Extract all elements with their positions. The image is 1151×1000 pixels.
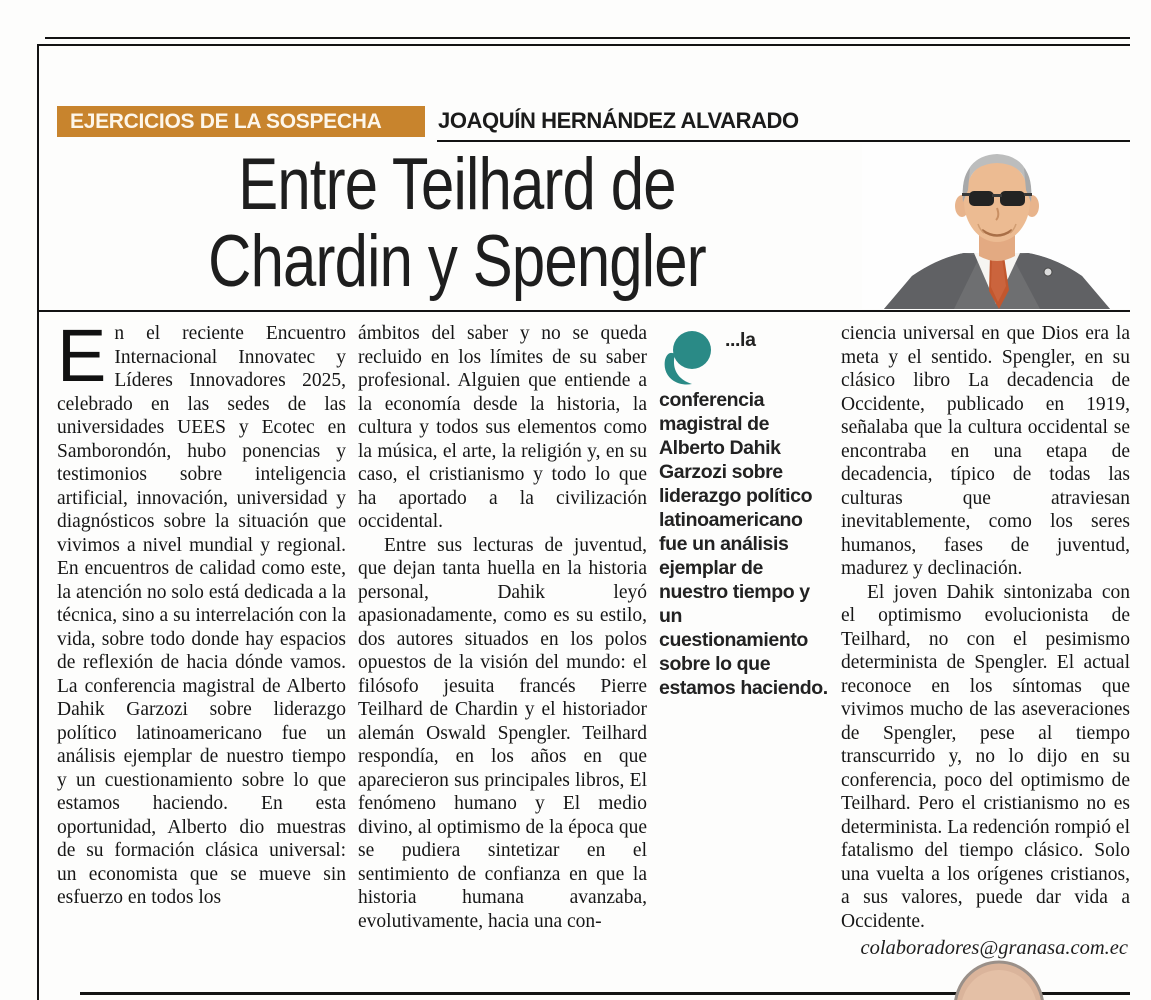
paragraph: El joven Dahik sintonizaba con el optimismo evolucionista de Teilhard, no con el pesimismo determinista de Spengler. El actual reconoce en los síntomas que vivimos mucho de las aseveraciones de Spengler, pese al tiempo transcurrido y, no lo dijo en su conferencia, poco del optimismo de Teilhard. Pero el cristianismo no es determinista. La redención rompió el fatalismo del tiempo clásico. Solo una vuelta a los orígenes cristianos, a sus valores, puede dar vida a Occidente. — [841, 581, 1130, 932]
pull-quote-text: ...la conferencia magistral de Alberto Dahik Garzozi sobre liderazgo político latinoamericano fue un análisis ejemplar de nuestro tiempo y un cuestionamiento sobre lo que estamos haciendo. — [659, 329, 828, 699]
author-photo-illustration — [862, 144, 1130, 309]
top-border-rule-inner — [37, 44, 1130, 46]
author-photo — [862, 144, 1130, 309]
section-kicker: EJERCICIOS DE LA SOSPECHA — [57, 106, 425, 137]
left-border-rule — [37, 44, 39, 1000]
byline-rule — [437, 140, 1130, 142]
article-column-1 — [57, 322, 346, 962]
article-column-4 — [841, 322, 1130, 962]
headline — [129, 146, 785, 306]
top-border-rule-outer — [45, 37, 1130, 39]
author-byline: JOAQUÍN HERNÁNDEZ ALVARADO — [438, 108, 799, 133]
headline-bottom-rule — [37, 310, 1130, 312]
paragraph: Entre sus lecturas de juventud, que dejan tanta huella en la historia personal, Dahik leyó apasionadamente, como es su estilo, dos autores situados en los polos opuestos de la visión del mundo: el filósofo jesuita francés Pierre Teilhard de Chardin y el historiador alemán Oswald Spengler. Teilhard respondía, en los años en que aparecieron sus principales libros, El fenómeno humano y El medio divino, al optimismo de la época que se pudiera sintetizar en el sentimiento de confianza en que la historia humana avanzaba, evolutivamente, hacia una con- — [358, 534, 647, 932]
article-body — [57, 322, 1130, 962]
next-article-photo-peek — [953, 960, 1045, 1000]
paragraph: ámbitos del saber y no se queda recluido en los límites de su saber profesional. Alguien que entiende a la economía desde la historia, la cultura y todos sus elementos como la música, el arte, la religión y, en su caso, el cristianismo y todo lo que ha aportado a la civilización occidental. — [358, 323, 647, 532]
headline-line-2: Chardin y Spengler — [208, 221, 706, 302]
quote-icon — [659, 330, 719, 386]
pull-quote — [659, 322, 829, 962]
bald-head-icon — [953, 960, 1045, 1000]
article-column-2 — [358, 322, 647, 962]
contributor-email: colaboradores@granasa.com.ec — [860, 937, 1128, 959]
paragraph-text: n el reciente Encuentro Internacional Innovatec y Líderes Innovadores 2025, celebrado en las sedes de las universidades UEES y Ecotec en Samborondón, hubo ponencias y testimonios sobre inteligencia artificial, innovación, universidad y diagnósticos sobre la situación que vivimos a nivel mundial y regional. En encuentros de calidad como este, la atención no solo está dedicada a la técnica, sino a su interrelación con la vida, sobre todo donde hay espacios de reflexión de hacia dónde vamos. La conferencia magistral de Alberto Dahik Garzozi sobre liderazgo político latinoamericano fue un análisis ejemplar de nuestro tiempo y un cuestionamiento sobre lo que estamos haciendo. En esta oportunidad, Alberto dio muestras de su formación clásica universal: un economista que se mueve sin esfuerzo en todos los — [57, 323, 346, 908]
headline-line-1: Entre Teilhard de — [238, 144, 676, 225]
paragraph: ciencia universal en que Dios era la meta y el sentido. Spengler, en su clásico libro La decadencia de Occidente, publicado en 1919, señalaba que la cultura occidental se encontraba en una etapa de decadencia, típico de todas las culturas que atraviesan inevitablemente, como los seres humanos, fases de juventud, madurez y declinación. — [841, 323, 1130, 579]
drop-cap: E — [57, 322, 107, 397]
paragraph — [57, 322, 346, 910]
